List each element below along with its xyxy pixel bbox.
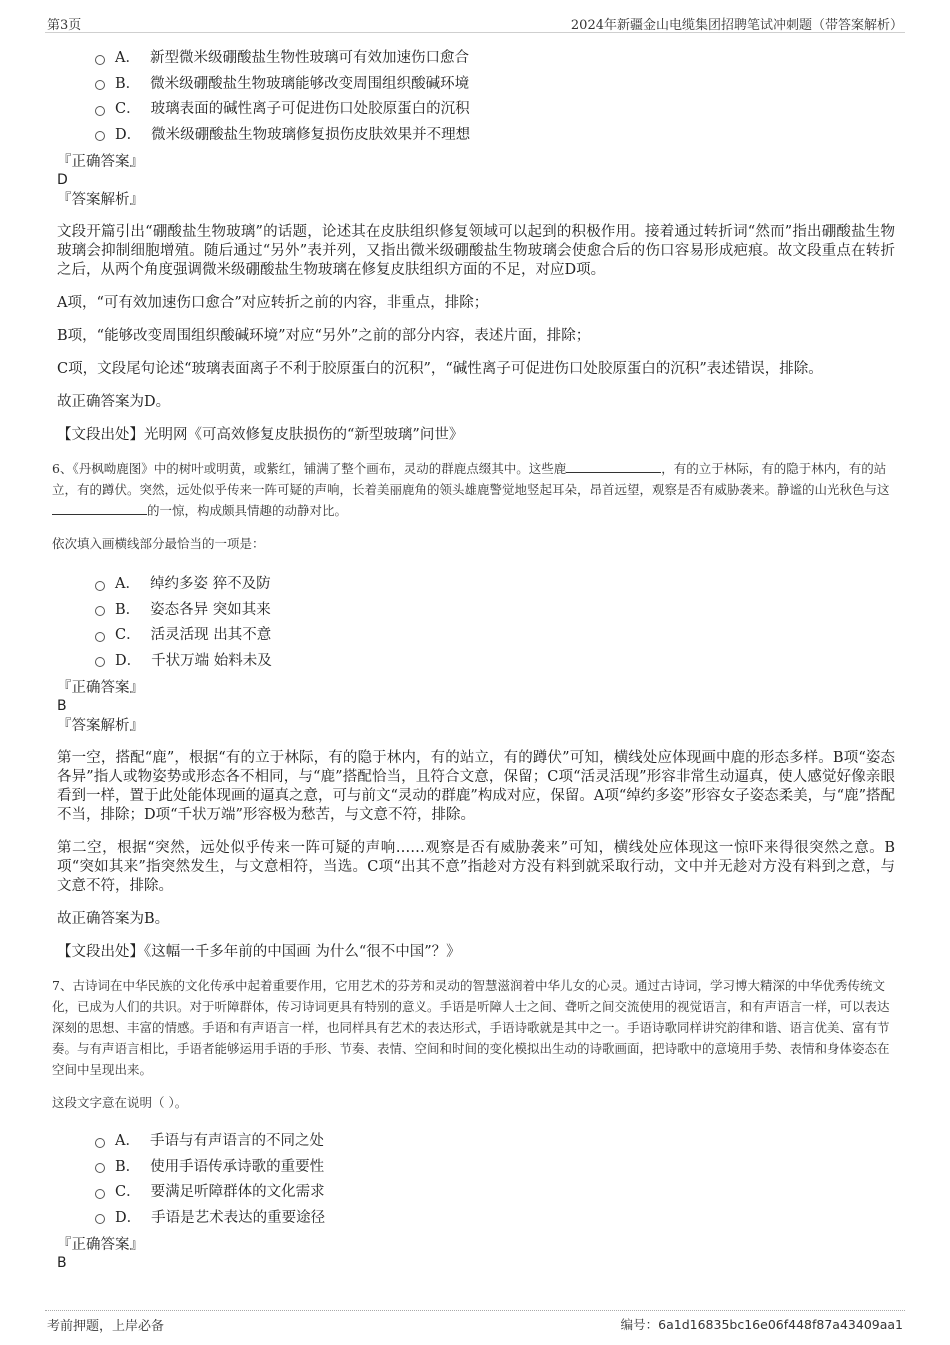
- q5-option-a[interactable]: A． 新型微米级硼酸盐生物性玻璃可有效加速伤口愈合: [95, 44, 895, 70]
- q5-source: 【文段出处】光明网《可高效修复皮肤损伤的“新型玻璃”问世》: [57, 427, 464, 443]
- q6-stem: 6、《丹枫呦鹿图》中的树叶或明黄，或紫红，铺满了整个画布，灵动的群鹿点缀其中。这些鹿 ，有的立于林际，有的隐于林内，有的站立，有的蹲伏。突然，远处似乎传来一阵可疑的声响，长着美丽鹿角的领头雄鹿警觉地竖起耳朵，昂首远望，观察是否有威胁袭来。静谧的山光秋色与这的一惊，构成颇具情趣的动静对比。: [52, 461, 890, 518]
- q5-analysis-3: B项，“能够改变周围组织酸碱环境”对应“另外”之前的部分内容，表述片面，排除；: [57, 328, 591, 344]
- radio-icon[interactable]: [95, 1214, 105, 1224]
- q5-option-d[interactable]: D． 微米级硼酸盐生物玻璃修复损伤皮肤效果并不理想: [95, 121, 895, 147]
- q5-analysis-4: C项，文段尾句论述“玻璃表面离子不利于胶原蛋白的沉积”，“碱性离子可促进伤口处胶原蛋白的沉积”表述错误，排除。: [57, 361, 823, 377]
- q5-answer: D: [57, 172, 68, 188]
- page-header: [45, 12, 905, 33]
- radio-icon[interactable]: [95, 106, 105, 116]
- page-footer: [45, 1310, 905, 1333]
- q7-prompt: 这段文字意在说明（ ）。: [52, 1095, 188, 1110]
- radio-icon[interactable]: [95, 657, 105, 667]
- radio-icon[interactable]: [95, 1138, 105, 1148]
- q5-options: [95, 44, 895, 146]
- q5-analysis-label: 『答案解析』: [57, 192, 144, 208]
- q5-answer-label: 『正确答案』: [57, 154, 144, 170]
- radio-icon[interactable]: [95, 1163, 105, 1173]
- blank-1: [566, 460, 661, 473]
- radio-icon[interactable]: [95, 581, 105, 591]
- q6-analysis-label: 『答案解析』: [57, 718, 144, 734]
- q6-option-d[interactable]: D． 千状万端 始料未及: [95, 647, 895, 673]
- q7-stem: 7、古诗词在中华民族的文化传承中起着重要作用，它用艺术的芬芳和灵动的智慧滋润着中华儿女的心灵。通过古诗词，学习博大精深的中华优秀传统文化，已成为人们的共识。对于听障群体，传习诗词更具有特别的意义。手语是听障人士之间、聋听之间交流使用的视觉语言，和有声语言一样，可以表达深刻的思想、丰富的情感。手语和有声语言一样，也同样具有艺术的表达形式，手语诗歌就是其中之一。手语诗歌同样讲究韵律和谐、语言优美、富有节奏。与有声语言相比，手语者能够运用手语的手形、节奏、表情、空间和时间的变化模拟出生动的诗歌画面，把诗歌中的意境用手势、表情和身体姿态在空间中呈现出来。: [52, 978, 890, 1077]
- q6-analysis-1: 第一空，搭配“鹿”，根据“有的立于林际，有的隐于林内，有的站立，有的蹲伏”可知，横线处应体现画中鹿的形态多样。B项“姿态各异”指人或物姿势或形态各不相同，与“鹿”搭配恰当，且符合文意，保留；C项“活灵活现”形容非常生动逼真，使人感觉好像亲眼看到一样，置于此处能体现画的逼真之意，可与前文“灵动的群鹿”构成对应，保留。A项“绰约多姿”形容女子姿态柔美，与“鹿”搭配不当，排除；D项“千状万端”形容极为愁苦，与文意不符，排除。: [57, 750, 895, 823]
- document-title: 2024年新疆金山电缆集团招聘笔试冲刺题（带答案解析）: [570, 18, 903, 33]
- q7-answer: B: [57, 1255, 67, 1271]
- q6-option-b[interactable]: B． 姿态各异 突如其来: [95, 596, 895, 622]
- q6-answer: B: [57, 698, 67, 714]
- q5-option-b[interactable]: B． 微米级硼酸盐生物玻璃能够改变周围组织酸碱环境: [95, 70, 895, 96]
- page-number: 第3页: [47, 18, 82, 33]
- q6-analysis-2: 第二空，根据“突然，远处似乎传来一阵可疑的声响……观察是否有威胁袭来”可知，横线处应体现这一惊吓来得很突然之意。B项“突如其来”指突然发生，与文意相符，当选。C项“出其不意”指趁对方没有料到就采取行动，文中并无趁对方没有料到之意，与文意不符，排除。: [57, 840, 895, 894]
- q6-options: [95, 570, 895, 672]
- q5-analysis-1: 文段开篇引出“硼酸盐生物玻璃”的话题，论述其在皮肤组织修复领域可以起到的积极作用。接着通过转折词“然而”指出硼酸盐生物玻璃会抑制细胞增殖。随后通过“另外”表并列，又指出微米级硼酸盐生物玻璃会使愈合后的伤口容易形成疤痕。故文段重点在转折之后，从两个角度强调微米级硼酸盐生物玻璃在修复皮肤组织方面的不足，对应D项。: [57, 224, 895, 278]
- footer-slogan: 考前押题，上岸必备: [47, 1319, 165, 1334]
- q7-option-b[interactable]: B． 使用手语传承诗歌的重要性: [95, 1153, 895, 1179]
- q6-option-a[interactable]: A． 绰约多姿 猝不及防: [95, 570, 895, 596]
- q6-analysis-3: 故正确答案为B。: [57, 911, 170, 927]
- radio-icon[interactable]: [95, 632, 105, 642]
- q6-prompt: 依次填入画横线部分最恰当的一项是：: [52, 536, 265, 551]
- blank-2: [52, 502, 147, 515]
- q7-option-a[interactable]: A． 手语与有声语言的不同之处: [95, 1127, 895, 1153]
- radio-icon[interactable]: [95, 80, 105, 90]
- radio-icon[interactable]: [95, 606, 105, 616]
- q5-analysis-2: A项，“可有效加速伤口愈合”对应转折之前的内容，非重点，排除；: [57, 295, 489, 311]
- q5-option-c[interactable]: C． 玻璃表面的碱性离子可促进伤口处胶原蛋白的沉积: [95, 95, 895, 121]
- footer-code: 编号：6a1d16835bc16e06f448f87a43409aa1: [620, 1317, 903, 1332]
- radio-icon[interactable]: [95, 1189, 105, 1199]
- q7-answer-label: 『正确答案』: [57, 1237, 144, 1253]
- q7-options: [95, 1127, 895, 1229]
- q5-analysis-5: 故正确答案为D。: [57, 394, 171, 410]
- q7-option-c[interactable]: C． 要满足听障群体的文化需求: [95, 1178, 895, 1204]
- q7-option-d[interactable]: D． 手语是艺术表达的重要途径: [95, 1204, 895, 1230]
- document-body: [52, 40, 895, 1272]
- q6-option-c[interactable]: C． 活灵活现 出其不意: [95, 621, 895, 647]
- radio-icon[interactable]: [95, 55, 105, 65]
- radio-icon[interactable]: [95, 131, 105, 141]
- q6-answer-label: 『正确答案』: [57, 680, 144, 696]
- q6-source: 【文段出处】《这幅一千多年前的中国画 为什么“很不中国”？》: [57, 944, 461, 960]
